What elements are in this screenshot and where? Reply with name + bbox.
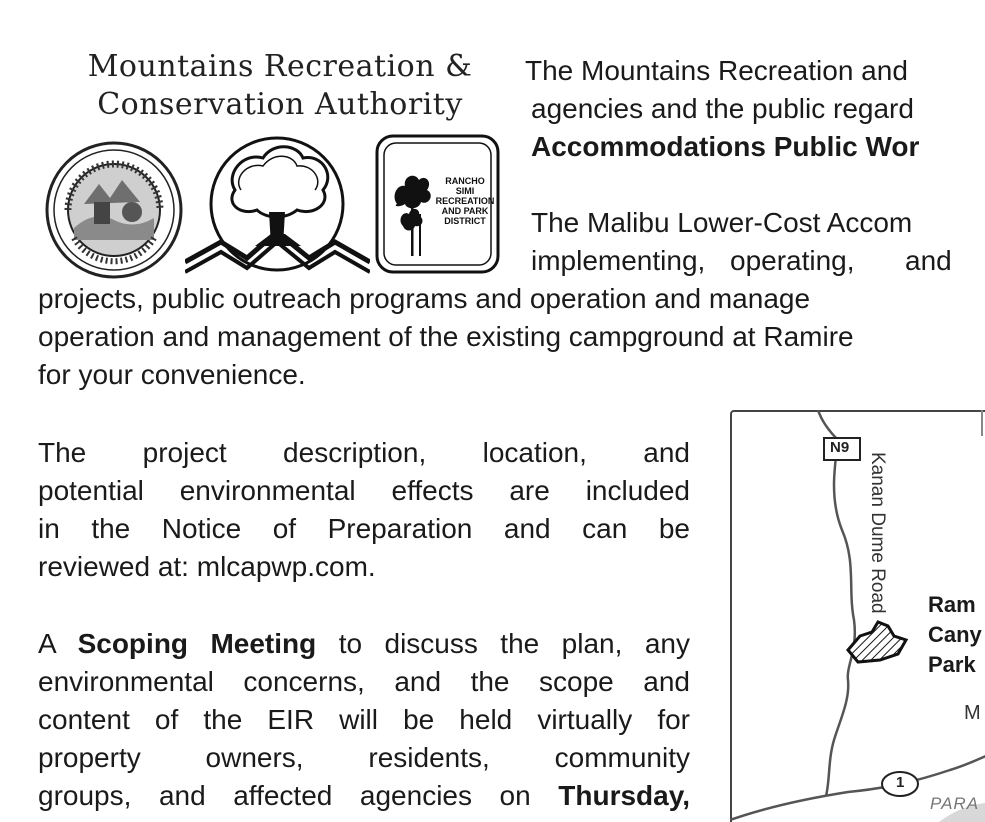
intro-line-1: The Mountains Recreation and (525, 55, 908, 86)
para4-line-4: property owners, residents, community (38, 742, 690, 773)
tree-mountain-logo-icon (185, 134, 370, 279)
logo-block (40, 48, 520, 278)
para2-line-1: The Malibu Lower-Cost Accom (531, 207, 913, 238)
para3-line-4: reviewed at: mlcapwp.com. (38, 551, 376, 582)
para3-line-3: in the Notice of Preparation and can be (38, 513, 690, 544)
para4-line-2: environmental concerns, and the scope and (38, 666, 690, 697)
map-para-label: PARA (930, 794, 980, 813)
route-n9-label: N9 (830, 439, 850, 456)
thursday-bold: Thursday, (558, 780, 690, 811)
para2-line-2-a: implementing, (531, 245, 706, 276)
para4-line-3: content of the EIR will be held virtually for (38, 704, 690, 735)
intro-line-2: agencies and the public regard (531, 93, 914, 124)
para3-line-1: The project description, location, and (38, 437, 690, 468)
para2-line-2-b: operating, (730, 245, 855, 276)
para4-line-1: A Scoping Meeting to discuss the plan, any (38, 628, 690, 659)
org-name-line-2: Conservation Authority (97, 87, 463, 122)
kanan-dume-road-label: Kanan Dume Road (867, 452, 888, 614)
rancho-simi-logo-text: RANCHO SIMI RECREATION AND PARK DISTRICT (435, 176, 495, 226)
org-name-line-1: Mountains Recreation & (87, 49, 473, 84)
para2-line-3: projects, public outreach programs and operation and manage (38, 283, 811, 314)
para3-line-2: potential environmental effects are included (38, 475, 690, 506)
para2-line-2-c: and (905, 245, 952, 276)
para4-line-5: groups, and affected agencies on Thursday, (38, 780, 690, 811)
scoping-meeting-bold: Scoping Meeting (77, 628, 317, 659)
park-label: Ram Cany Park (928, 592, 982, 677)
map-m-label: M (964, 702, 981, 724)
organization-name (60, 48, 500, 124)
para2-line-5: for your convenience. (38, 359, 306, 390)
california-state-seal-icon (44, 140, 184, 280)
intro-line-3: Accommodations Public Wor (531, 131, 920, 162)
route-1-label: 1 (896, 774, 905, 791)
para2-line-4: operation and management of the existing campground at Ramire (38, 321, 854, 352)
